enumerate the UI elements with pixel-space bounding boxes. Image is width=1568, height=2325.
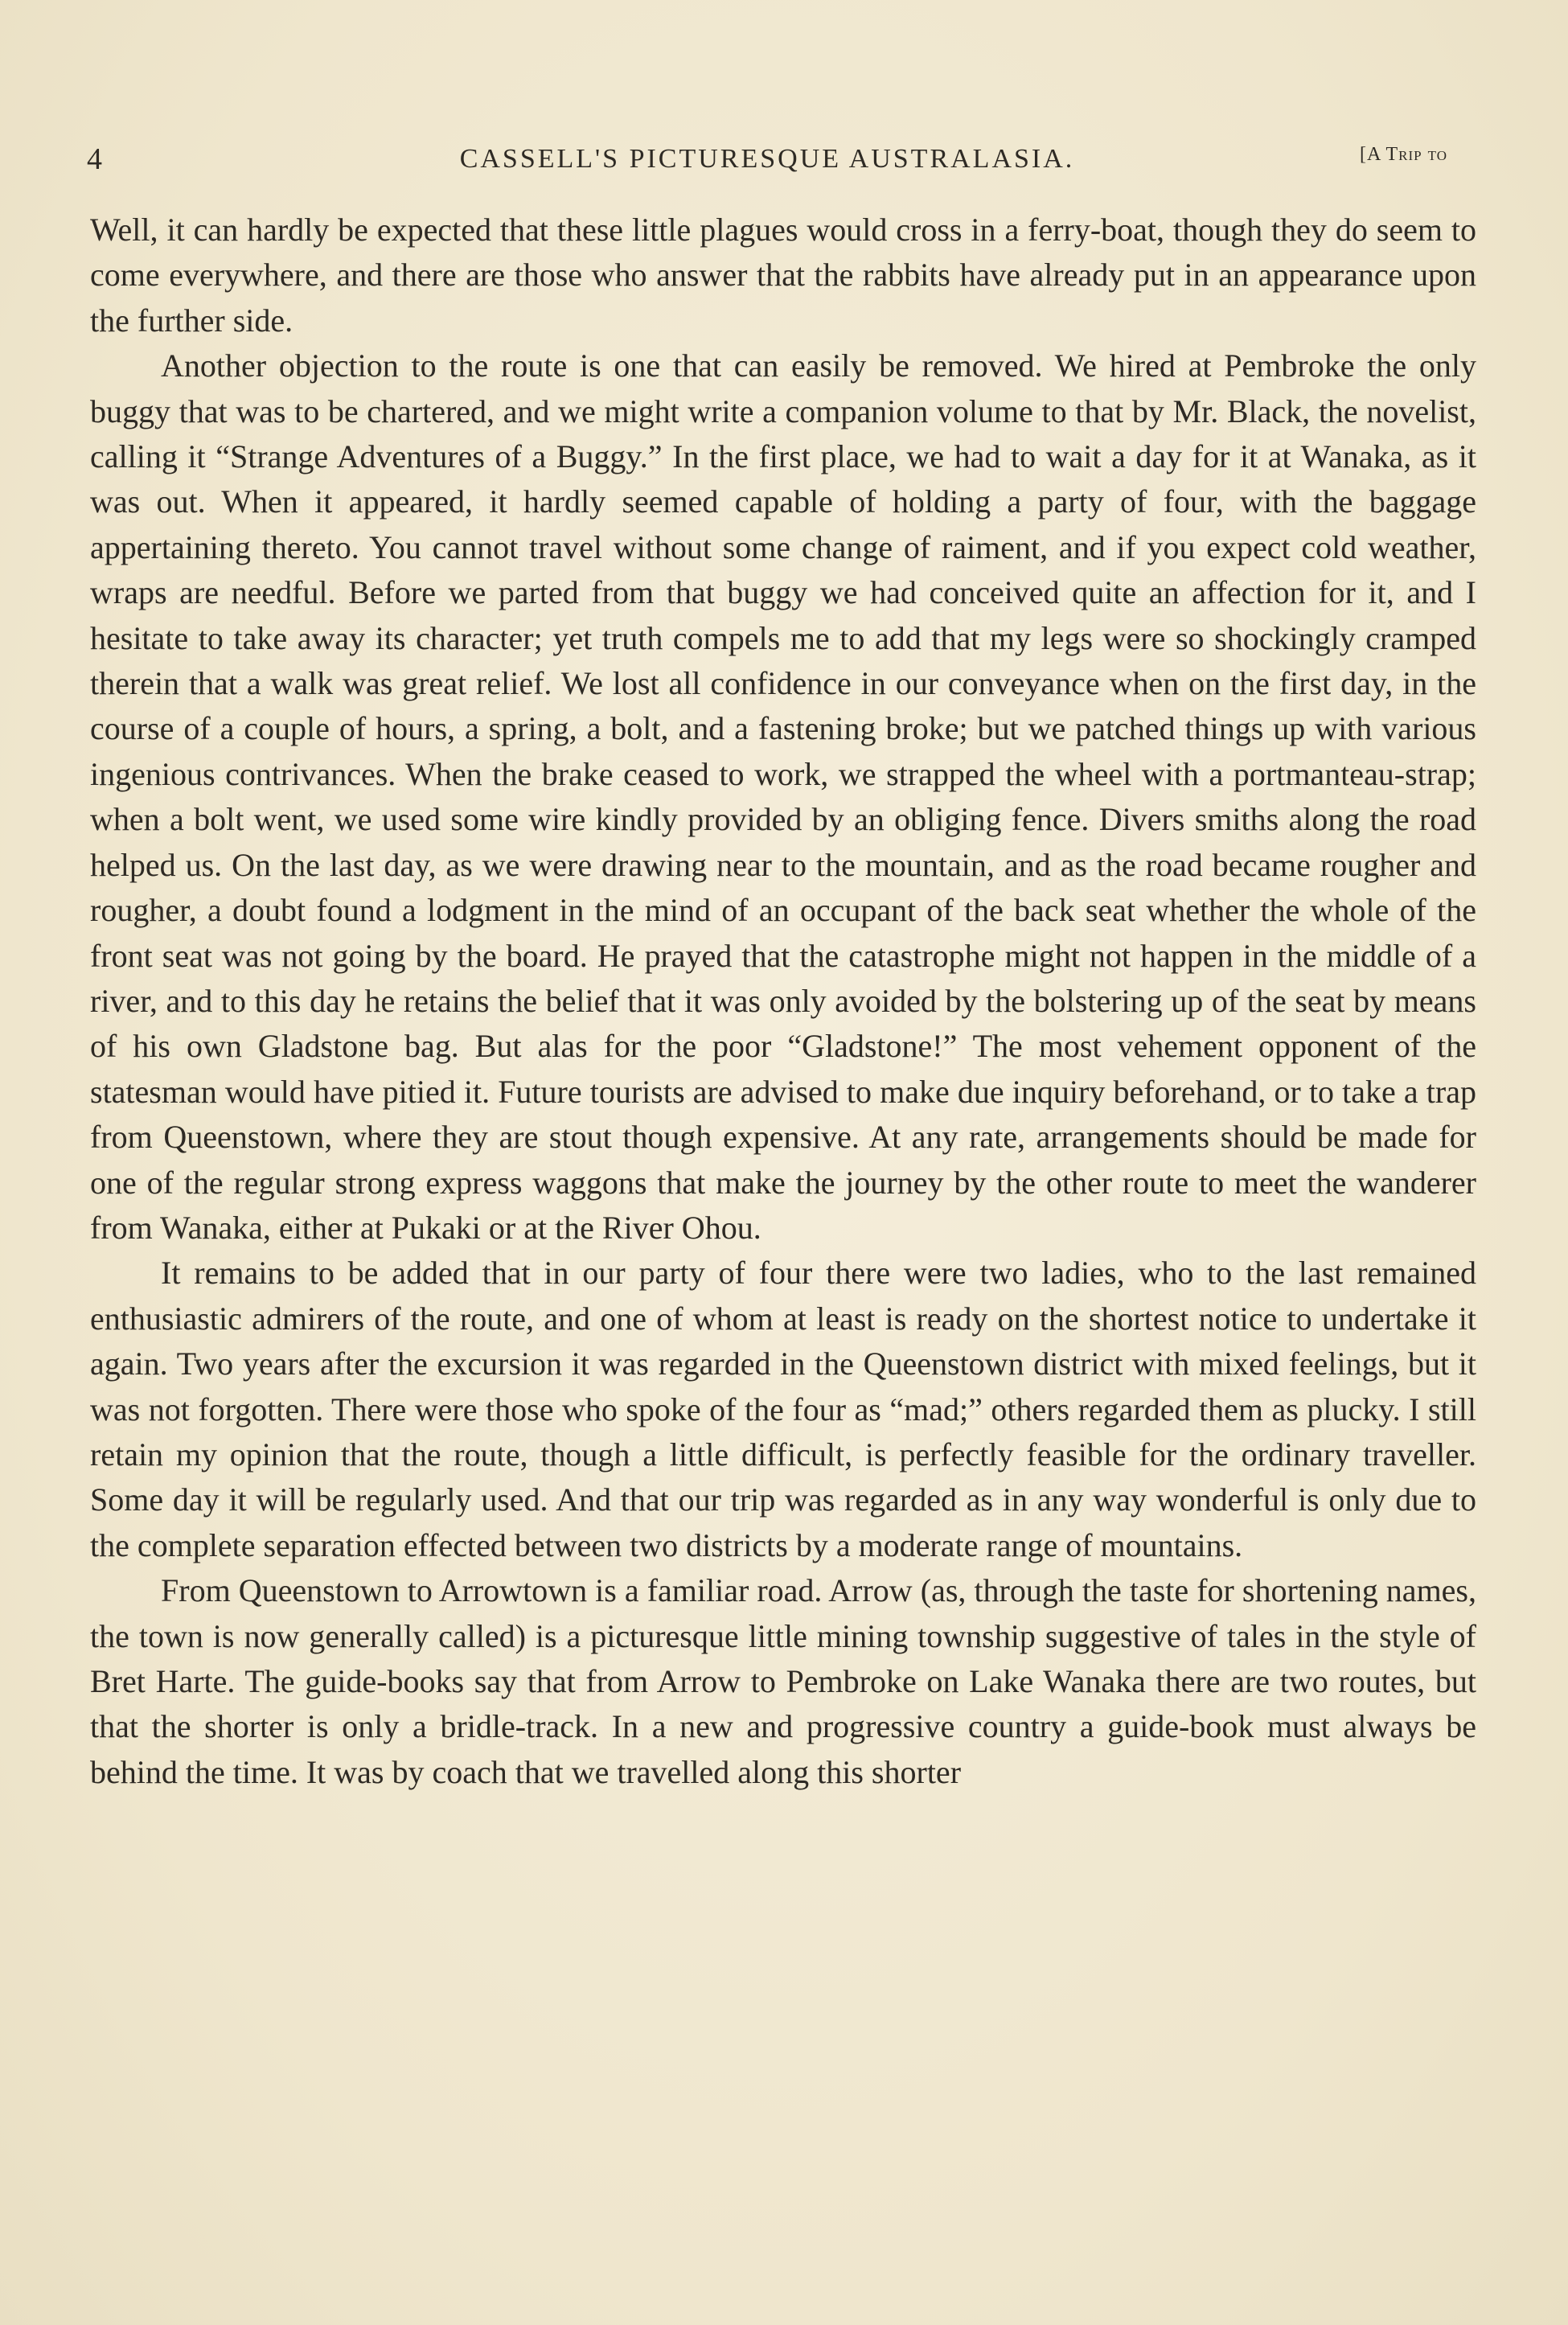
body-text — [90, 207, 1476, 1795]
page-header — [87, 135, 1447, 183]
paragraph-4: From Queenstown to Arrowtown is a familiar road. Arrow (as, through the taste for shortening names, the town is now generally called) is a picturesque little mining township suggestive of tales in the style of Bret Harte. The guide-books say that from Arrow to Pembroke on Lake Wanaka there are two routes, but that the shorter is only a bridle-track. In a new and progressive country a guide-book must always be behind the time. It was by coach that we travelled along this shorter — [90, 1572, 1476, 1790]
running-title: CASSELL'S PICTURESQUE AUSTRALASIA. — [459, 144, 1075, 174]
section-reference: [A Trip to — [1359, 144, 1447, 165]
paragraph-2: Another objection to the route is one that can easily be removed. We hired at Pembroke the only buggy that was to be chartered, and we might write a companion volume to that by Mr. Black, the novelist, calling it “Strange Adventures of a Buggy.” In the first place, we had to wait a day for it at Wanaka, as it was out. When it appeared, it hardly seemed capable of holding a party of four, with the baggage appertaining thereto. You cannot travel without some change of raiment, and if you expect cold weather, wraps are needful. Before we parted from that buggy we had conceived quite an affection for it, and I hesitate to take away its character; yet truth compels me to add that my legs were so shockingly cramped therein that a walk was great relief. We lost all confidence in our conveyance when on the first day, in the course of a couple of hours, a spring, a bolt, and a fastening broke; but we patched things up with various ingenious contrivances. When the brake ceased to work, we strapped the wheel with a portmanteau-strap; when a bolt went, we used some wire kindly provided by an obliging fence. Divers smiths along the road helped us. On the last day, as we were drawing near to the mountain, and as the road became rougher and rougher, a doubt found a lodgment in the mind of an occupant of the back seat whether the whole of the front seat was not going by the board. He prayed that the catastrophe might not happen in the middle of a river, and to this day he retains the belief that it was only avoided by the bolstering up of the seat by means of his own Gladstone bag. But alas for the poor “Gladstone!” The most vehement opponent of the statesman would have pitied it. Future tourists are advised to make due inquiry beforehand, or to take a trap from Queenstown, where they are stout though expensive. At any rate, arrangements should be made for one of the regular strong express waggons that make the journey by the other route to meet the wanderer from Wanaka, either at Pukaki or at the River Ohou. — [90, 347, 1476, 1246]
page-number: 4 — [87, 142, 102, 176]
paragraph-3: It remains to be added that in our party of four there were two ladies, who to the last remained enthusiastic admirers of the route, and one of whom at least is ready on the shortest notice to undertake it again. Two years after the excursion it was regarded in the Queenstown district with mixed feelings, but it was not forgotten. There were those who spoke of the four as “mad;” others regarded them as plucky. I still retain my opinion that the route, though a little difficult, is perfectly feasible for the ordinary traveller. Some day it will be regularly used. And that our trip was regarded as in any way wonderful is only due to the complete separation effected between two districts by a moderate range of mountains. — [90, 1255, 1476, 1563]
paragraph-1: Well, it can hardly be expected that these little plagues would cross in a ferry-boat, though they do seem to come everywhere, and there are those who answer that the rabbits have already put in an appearance upon the further side. — [90, 212, 1476, 339]
